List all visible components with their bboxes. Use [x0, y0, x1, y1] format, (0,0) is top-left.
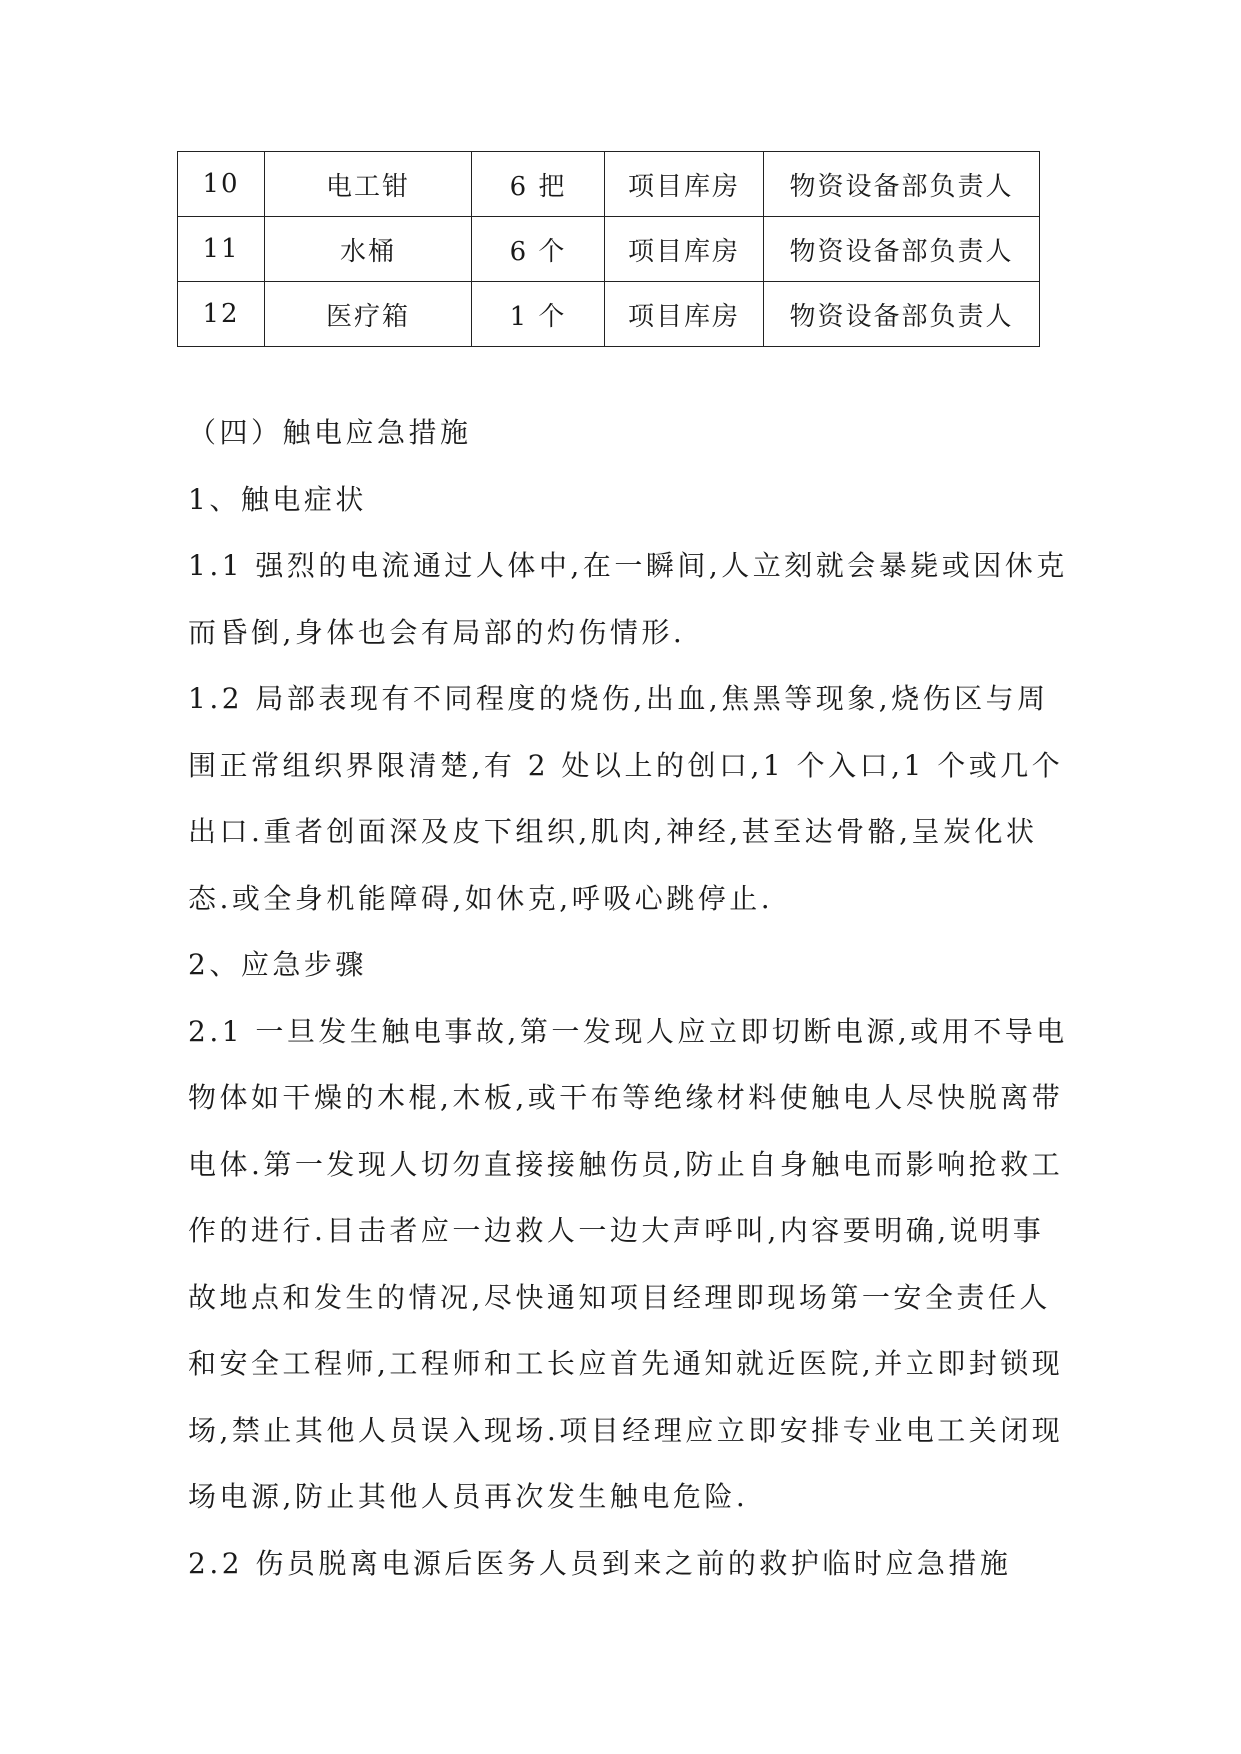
- table-row: [178, 217, 1040, 282]
- cell-owner: 物资设备部负责人: [764, 217, 1040, 282]
- cell-name: 水桶: [265, 217, 472, 282]
- cell-owner: 物资设备部负责人: [764, 152, 1040, 217]
- paragraph-2-2: 2.2 伤员脱离电源后医务人员到来之前的救护临时应急措施: [188, 1546, 1012, 1580]
- cell-location: 项目库房: [605, 217, 764, 282]
- subsection-heading-symptoms: 1、触电症状: [188, 482, 367, 516]
- cell-location: 项目库房: [605, 152, 764, 217]
- paragraph-1-2: 1.2 局部表现有不同程度的烧伤,出血,焦黑等现象,烧伤区与周围正常组织界限清楚,有 2 处以上的创口,1 个入口,1 个或几个出口.重者创面深及皮下组织,肌肉,神经,甚至达骨骼,呈炭化状态.或全身机能障碍,如休克,呼吸心跳停止.: [188, 682, 1064, 915]
- body-text: [188, 400, 1068, 1597]
- cell-name: 电工钳: [265, 152, 472, 217]
- cell-qty: 6 把: [472, 152, 605, 217]
- cell-no: 10: [178, 152, 265, 217]
- cell-no: 11: [178, 217, 265, 282]
- cell-no: 12: [178, 282, 265, 347]
- cell-owner: 物资设备部负责人: [764, 282, 1040, 347]
- cell-name: 医疗箱: [265, 282, 472, 347]
- paragraph-2-1: 2.1 一旦发生触电事故,第一发现人应立即切断电源,或用不导电物体如干燥的木棍,木板,或干布等绝缘材料使触电人尽快脱离带电体.第一发现人切勿直接接触伤员,防止自身触电而影响抢救工作的进行.目击者应一边救人一边大声呼叫,内容要明确,说明事故地点和发生的情况,尽快通知项目经理即现场第一安全责任人和安全工程师,工程师和工长应首先通知就近医院,并立即封锁现场,禁止其他人员误入现场.项目经理应立即安排专业电工关闭现场电源,防止其他人员再次发生触电危险.: [188, 1014, 1068, 1513]
- cell-qty: 6 个: [472, 217, 605, 282]
- table-row: [178, 152, 1040, 217]
- equipment-table: [177, 151, 1040, 347]
- table-row: [178, 282, 1040, 347]
- subsection-heading-steps: 2、应急步骤: [188, 948, 367, 981]
- cell-location: 项目库房: [605, 282, 764, 347]
- cell-qty: 1 个: [472, 282, 605, 347]
- section-heading: （四）触电应急措施: [188, 416, 472, 449]
- paragraph-1-1: 1.1 强烈的电流通过人体中,在一瞬间,人立刻就会暴毙或因休克而昏倒,身体也会有局部的灼伤情形.: [188, 549, 1068, 649]
